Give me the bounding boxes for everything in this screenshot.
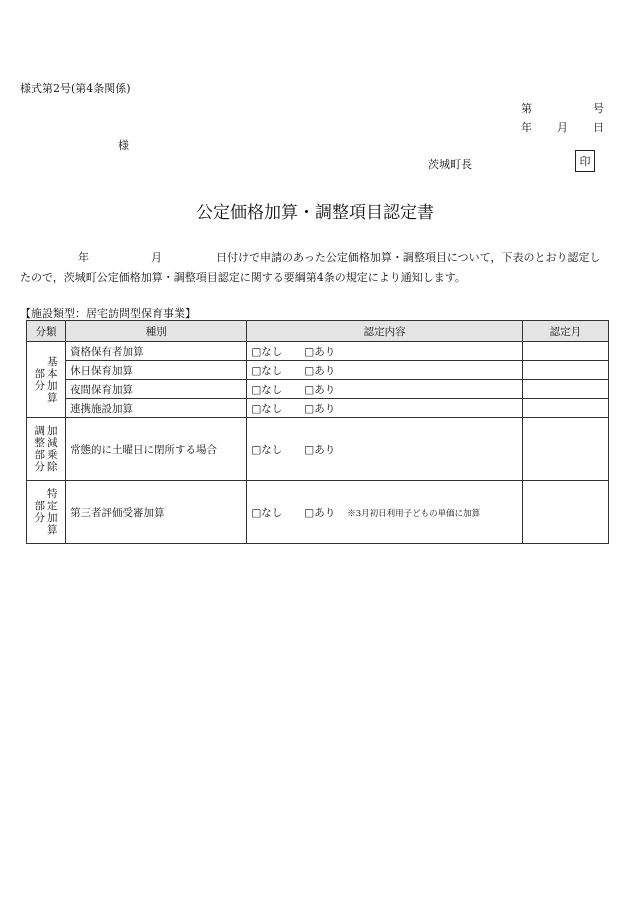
category-char: 乗 <box>47 449 58 461</box>
category-char: 加 <box>47 379 58 392</box>
category-cell <box>27 481 66 544</box>
type-cell: 第三者評価受審加算 <box>66 481 247 544</box>
table-row <box>27 399 609 418</box>
category-char: 部 <box>34 500 46 512</box>
category-char: 加 <box>47 512 58 524</box>
body-line-2: たので，茨城町公定価格加算・調整項目認定に関する要綱第4条の規定により通知します。 <box>20 271 466 284</box>
category-cell <box>27 418 66 481</box>
option-yes-checkbox[interactable]: □あり <box>304 364 336 377</box>
category-char: 定 <box>47 500 58 512</box>
table-body <box>27 342 609 544</box>
header-content: 認定内容 <box>247 321 522 342</box>
category-char: 分 <box>34 461 46 473</box>
date-day: 日 <box>593 121 604 134</box>
date-month: 月 <box>557 121 568 134</box>
option-none-checkbox[interactable]: □なし <box>251 402 283 415</box>
category-char: 調 <box>34 425 46 437</box>
month-cell[interactable] <box>522 342 608 361</box>
category-char: 分 <box>34 512 46 524</box>
option-yes-checkbox[interactable]: □あり <box>304 443 336 456</box>
header-month: 認定月 <box>522 321 608 342</box>
month-cell[interactable] <box>522 481 608 544</box>
type-cell: 常態的に土曜日に閉所する場合 <box>66 418 247 481</box>
row-note: ※3月初日利用子どもの単価に加算 <box>347 508 481 519</box>
body-month: 月 <box>151 251 162 264</box>
category-label-column <box>35 425 46 473</box>
month-cell[interactable] <box>522 418 608 481</box>
body-line-1-text: 日付けで申請のあった公定価格加算・調整項目について，下表のとおり認定し <box>216 251 601 264</box>
month-cell[interactable] <box>522 380 608 399</box>
category-char: 特 <box>47 488 58 500</box>
seal-label: 印 <box>579 155 591 168</box>
table-row <box>27 418 609 481</box>
category-label-column <box>35 368 46 392</box>
addressee-suffix: 様 <box>118 139 129 152</box>
type-cell: 休日保育加算 <box>66 361 247 380</box>
content-cell <box>247 399 522 418</box>
option-none-checkbox[interactable]: □なし <box>251 364 283 377</box>
page-title: 公定価格加算・調整項目認定書 <box>196 203 434 223</box>
month-cell[interactable] <box>522 399 608 418</box>
facility-type-label: 【施設類型：居宅訪問型保育事業】 <box>20 307 196 320</box>
category-label-column <box>47 488 58 536</box>
seal-box <box>575 150 595 172</box>
option-none-checkbox[interactable]: □なし <box>251 383 283 396</box>
option-yes-checkbox[interactable]: □あり <box>304 383 336 396</box>
header-category: 分類 <box>27 321 66 342</box>
month-cell[interactable] <box>522 361 608 380</box>
category-char: 分 <box>34 379 46 392</box>
issuer: 茨城町長 <box>428 158 472 171</box>
category-cell <box>27 342 66 418</box>
option-none-checkbox[interactable]: □なし <box>251 345 283 358</box>
category-char: 算 <box>47 391 58 404</box>
category-char: 算 <box>47 524 58 536</box>
option-yes-checkbox[interactable]: □あり <box>304 506 336 519</box>
body-year: 年 <box>78 251 89 264</box>
category-label-column <box>35 500 46 524</box>
category-label-column <box>47 425 58 473</box>
certification-table <box>26 320 609 544</box>
type-cell: 連携施設加算 <box>66 399 247 418</box>
type-cell: 夜間保育加算 <box>66 380 247 399</box>
category-char: 除 <box>47 461 58 473</box>
category-char: 加 <box>47 425 58 437</box>
content-cell <box>247 481 522 544</box>
category-label-column <box>47 356 58 404</box>
doc-number-prefix: 第 <box>521 102 532 115</box>
form-number: 様式第2号(第4条関係) <box>20 82 131 95</box>
option-yes-checkbox[interactable]: □あり <box>304 345 336 358</box>
table-row <box>27 380 609 399</box>
option-none-checkbox[interactable]: □なし <box>251 506 283 519</box>
table-row <box>27 342 609 361</box>
category-char: 部 <box>34 367 46 380</box>
date-year: 年 <box>521 121 532 134</box>
content-cell <box>247 342 522 361</box>
option-yes-checkbox[interactable]: □あり <box>304 402 336 415</box>
table-row <box>27 481 609 544</box>
type-cell: 資格保有者加算 <box>66 342 247 361</box>
content-cell <box>247 361 522 380</box>
header-type: 種別 <box>66 321 247 342</box>
doc-number-suffix: 号 <box>593 102 604 115</box>
content-cell <box>247 380 522 399</box>
category-char: 減 <box>47 437 58 449</box>
category-char: 本 <box>47 367 58 380</box>
table-header-row <box>27 321 609 342</box>
table-row <box>27 361 609 380</box>
category-char: 整 <box>34 437 46 449</box>
option-none-checkbox[interactable]: □なし <box>251 443 283 456</box>
content-cell <box>247 418 522 481</box>
category-char: 部 <box>34 449 46 461</box>
body-line-1 <box>20 249 600 265</box>
category-char: 基 <box>47 355 58 368</box>
